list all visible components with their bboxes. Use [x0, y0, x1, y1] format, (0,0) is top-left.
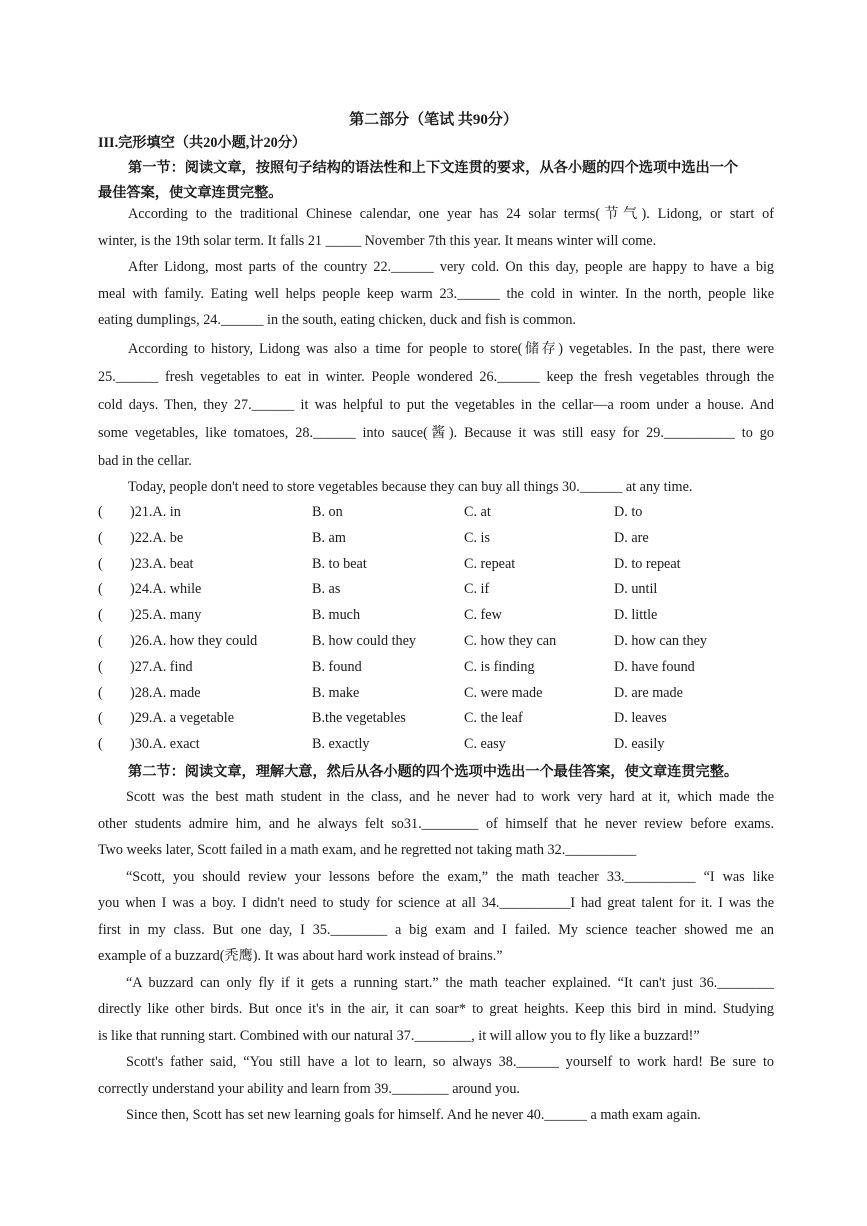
option-a: )30.A. exact	[130, 736, 200, 753]
passage-line: winter, is the 19th solar term. It falls 21 _____ November 7th this year. It means winter will come.	[98, 232, 657, 249]
passage-1	[98, 201, 774, 501]
passage-line: correctly understand your ability and learn from 39.________ around you.	[98, 1080, 520, 1097]
option-b: B. as	[312, 581, 341, 598]
option-d: D. to	[614, 504, 643, 520]
option-row-30	[98, 732, 778, 758]
passage-line: first in my class. But one day, I 35.________ a big exam and I failed. My science teacher showed me an	[98, 921, 774, 938]
passage-line: meal with family. Eating well helps people keep warm 23.______ the cold in winter. In the north, people like	[98, 285, 774, 302]
option-c: C. easy	[464, 736, 506, 753]
section1-instruction-line1: 第一节：阅读文章，按照句子结构的语法性和上下文连贯的要求，从各小题的四个选项中选出一个	[128, 160, 739, 176]
option-a: )21.A. in	[130, 504, 181, 520]
option-d: D. leaves	[614, 710, 667, 727]
option-row-28	[98, 681, 778, 707]
option-c: C. at	[464, 504, 491, 520]
option-b: B. on	[312, 504, 343, 520]
answer-bracket: (	[98, 504, 103, 520]
answer-bracket: (	[98, 710, 103, 727]
passage-line: Today, people don't need to store vegetables because they can buy all things 30.______ at any time.	[128, 479, 693, 495]
option-c: C. were made	[464, 684, 543, 701]
option-d: D. until	[614, 581, 658, 598]
option-a: )26.A. how they could	[130, 632, 258, 649]
option-row-29	[98, 706, 778, 732]
option-row-25	[98, 603, 778, 629]
option-c: C. the leaf	[464, 710, 523, 727]
option-row-26	[98, 629, 778, 655]
passage-line: you when I was a boy. I didn't need to study for science at all 34.__________I had great talent for it. I was the	[98, 895, 774, 911]
passage-line: some vegetables, like tomatoes, 28.______ into sauce(酱). Because it was still easy for 29.__________ to go	[98, 425, 774, 441]
passage-line: Two weeks later, Scott failed in a math exam, and he regretted not taking math 32.__________	[98, 842, 637, 858]
option-c: C. is	[464, 529, 491, 546]
option-a: )25.A. many	[130, 607, 202, 624]
option-b: B. how could they	[312, 632, 417, 649]
option-d: D. how can they	[614, 632, 707, 649]
passage-line: According to history, Lidong was also a time for people to store(储存) vegetables. In the past, there were	[128, 340, 774, 357]
option-c: C. repeat	[464, 555, 516, 572]
option-row-23	[98, 552, 778, 578]
passage-line: According to the traditional Chinese calendar, one year has 24 solar terms(节气). Lidong, or start of	[128, 206, 774, 222]
passage-line: is like that running start. Combined with our natural 37.________, it will allow you to fly like a buzzard!”	[98, 1027, 700, 1044]
option-a: )23.A. beat	[130, 555, 194, 572]
option-b: B. to beat	[312, 555, 367, 572]
option-b: B. much	[312, 607, 361, 624]
section1-instruction-line2: 最佳答案，使文章连贯完整。	[98, 185, 283, 201]
passage-line: Since then, Scott has set new learning goals for himself. And he never 40.______ a math exam again.	[126, 1107, 701, 1123]
option-b: B. exactly	[312, 736, 370, 753]
passage-line: 25.______ fresh vegetables to eat in winter. People wondered 26.______ keep the fresh vegetables through the	[98, 369, 774, 385]
part-title: 第二部分（笔试 共90分）	[349, 112, 518, 128]
answer-bracket: (	[98, 684, 103, 701]
passage-line: “Scott, you should review your lessons before the exam,” the math teacher 33.__________ “I was like	[126, 868, 774, 885]
option-b: B. found	[312, 658, 362, 675]
option-row-24	[98, 577, 778, 603]
option-row-27	[98, 655, 778, 681]
passage-line: directly like other birds. But once it's in the air, it can soar* to great heights. Keep this bird in mind. Studying	[98, 1001, 774, 1017]
answer-bracket: (	[98, 607, 103, 624]
answer-bracket: (	[98, 555, 103, 572]
passage-line: eating dumplings, 24.______ in the south, eating chicken, duck and fish is common.	[98, 312, 576, 328]
passage-line: cold days. Then, they 27.______ it was helpful to put the vegetables in the cellar—a room under a house. And	[98, 396, 774, 413]
passage-line: Scott was the best math student in the class, and he never had to work very hard at it, which made the	[126, 789, 774, 805]
option-d: D. are	[614, 529, 649, 546]
option-b: B. am	[312, 529, 346, 546]
option-row-22	[98, 526, 778, 552]
option-a: )24.A. while	[130, 581, 202, 598]
passage-2	[98, 784, 774, 1129]
option-row-21	[98, 500, 778, 526]
option-a: )28.A. made	[130, 684, 201, 701]
answer-bracket: (	[98, 736, 103, 753]
option-d: D. are made	[614, 684, 683, 701]
option-c: C. if	[464, 581, 490, 598]
answer-bracket: (	[98, 529, 103, 546]
option-b: B.the vegetables	[312, 710, 406, 727]
option-d: D. easily	[614, 736, 665, 753]
option-a: )29.A. a vegetable	[130, 710, 234, 727]
answer-bracket: (	[98, 581, 103, 598]
options-table	[98, 500, 778, 758]
passage-line: bad in the cellar.	[98, 452, 192, 469]
section-title: III.完形填空（共20小题,计20分）	[98, 135, 307, 151]
section2-instruction: 第二节：阅读文章，理解大意，然后从各小题的四个选项中选出一个最佳答案，使文章连贯完整。	[128, 764, 739, 780]
passage-line: other students admire him, and he always felt so31.________ of himself that he never review before exams.	[98, 815, 774, 832]
option-a: )22.A. be	[130, 529, 184, 546]
option-d: D. have found	[614, 658, 695, 675]
option-c: C. how they can	[464, 632, 557, 649]
answer-bracket: (	[98, 632, 103, 649]
passage-line: “A buzzard can only fly if it gets a running start.” the math teacher explained. “It can't just 36.________	[126, 974, 774, 991]
option-d: D. to repeat	[614, 555, 681, 572]
option-d: D. little	[614, 607, 658, 624]
option-c: C. few	[464, 607, 502, 624]
passage-line: Scott's father said, “You still have a lot to learn, so always 38.______ yourself to work hard! Be sure to	[126, 1054, 774, 1070]
option-c: C. is finding	[464, 658, 535, 675]
passage-line: example of a buzzard(秃鹰). It was about hard work instead of brains.”	[98, 948, 503, 964]
option-a: )27.A. find	[130, 658, 193, 675]
answer-bracket: (	[98, 658, 103, 675]
option-b: B. make	[312, 684, 360, 701]
passage-line: After Lidong, most parts of the country 22.______ very cold. On this day, people are happy to have a big	[128, 259, 774, 275]
